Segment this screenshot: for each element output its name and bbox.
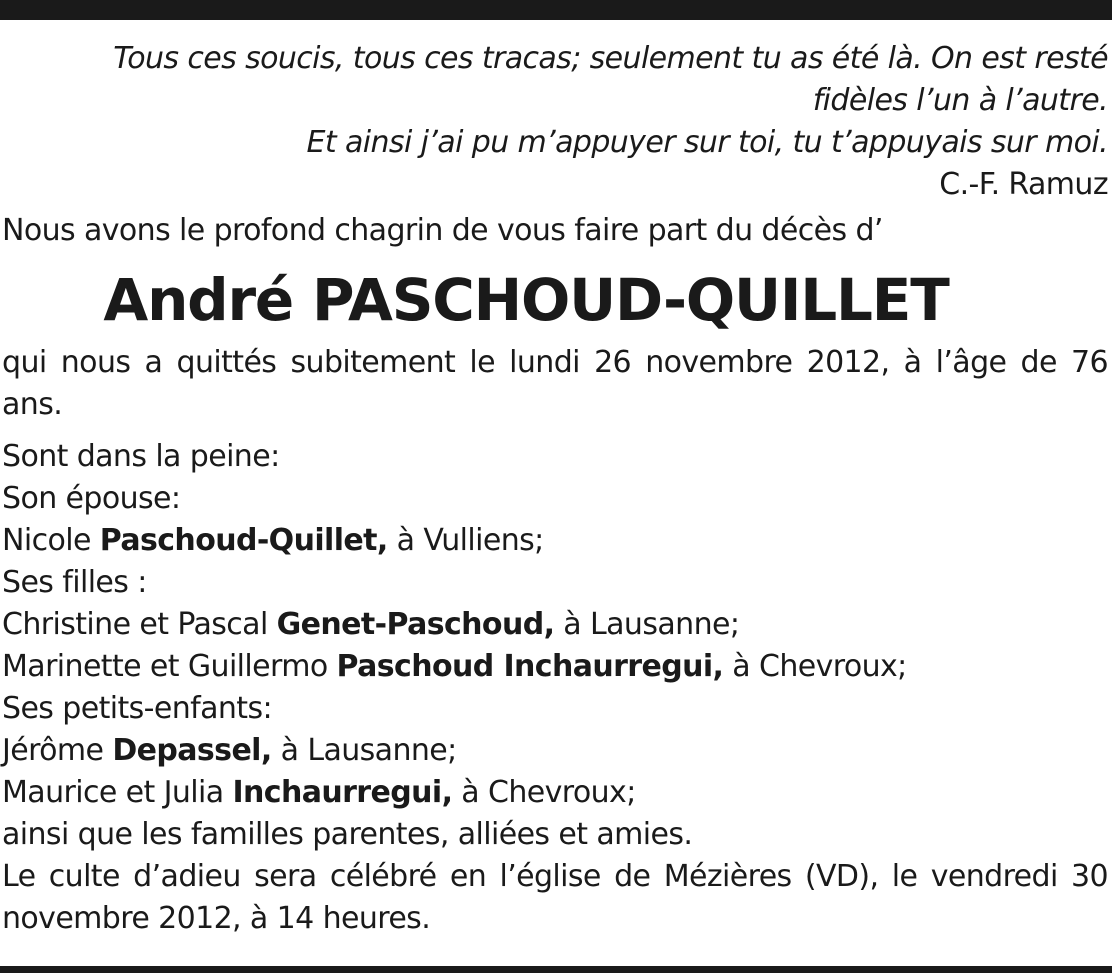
daughter-place: à Chevroux;: [723, 649, 907, 684]
daughter-entry: [2, 604, 1108, 646]
passing-details: qui nous a quittés subitement le lundi 26 novembre 2012, à l’âge de 76 ans.: [2, 345, 1108, 422]
daughter-first-names: Christine et Pascal: [2, 607, 277, 642]
quote-line-1: Tous ces soucis, tous ces tracas; seulement tu as été là. On est resté: [113, 41, 1108, 76]
daughter-entry: [2, 646, 1108, 688]
family-heading: Sont dans la peine:: [2, 439, 280, 474]
grandchild-first-names: Jérôme: [2, 733, 113, 768]
bottom-rule: [0, 966, 1112, 973]
top-rule: [0, 0, 1112, 20]
family-list: [2, 436, 1108, 856]
grandchild-first-names: Maurice et Julia: [2, 775, 233, 810]
grandchild-entry: [2, 772, 1108, 814]
quote-line-3: Et ainsi j’ai pu m’appuyer sur toi, tu t’appuyais sur moi.: [306, 125, 1108, 160]
spouse-last-name: Paschoud-Quillet,: [99, 523, 388, 558]
spouse-place: à Vulliens;: [387, 523, 544, 558]
grandchild-place: à Lausanne;: [271, 733, 457, 768]
epigraph-quote: [2, 38, 1108, 164]
grandchildren-label: Ses petits-enfants:: [2, 691, 273, 726]
daughter-last-name: Paschoud Inchaurregui,: [336, 649, 724, 684]
daughters-label: Ses filles :: [2, 565, 147, 600]
other-relatives: ainsi que les familles parentes, alliées et amies.: [2, 817, 693, 852]
funeral-service-details: Le culte d’adieu sera célébré en l’église de Mézières (VD), le vendredi 30 novembre 2012, à 14 heures.: [2, 859, 1108, 936]
daughter-place: à Lausanne;: [554, 607, 740, 642]
quote-line-2: fidèles l’un à l’autre.: [812, 83, 1108, 118]
grandchild-entry: [2, 730, 1108, 772]
spouse-entry: [2, 520, 1108, 562]
grandchild-place: à Chevroux;: [452, 775, 636, 810]
spouse-first-name: Nicole: [2, 523, 100, 558]
quote-author: C.-F. Ramuz: [939, 167, 1108, 202]
announcement-intro: Nous avons le profond chagrin de vous faire part du décès d’: [2, 213, 883, 248]
deceased-name: André PASCHOUD-QUILLET: [103, 266, 949, 334]
grandchild-last-name: Inchaurregui,: [232, 775, 453, 810]
obituary-notice: [2, 38, 1108, 940]
spouse-label: Son épouse:: [2, 481, 181, 516]
grandchild-last-name: Depassel,: [112, 733, 272, 768]
daughter-last-name: Genet-Paschoud,: [276, 607, 555, 642]
daughter-first-names: Marinette et Guillermo: [2, 649, 337, 684]
